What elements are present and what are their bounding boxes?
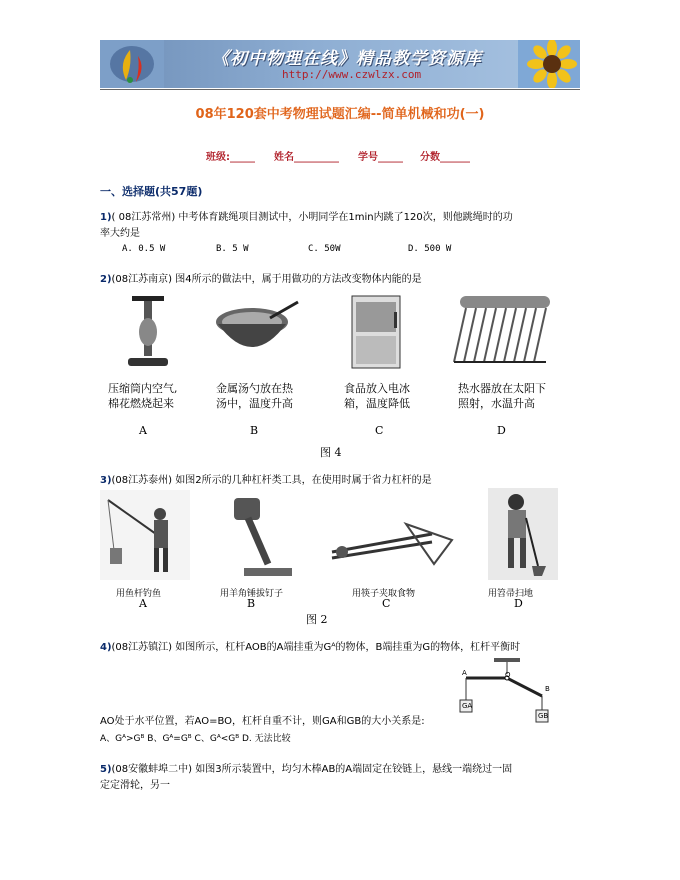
question-number: 1) <box>100 212 112 223</box>
header-banner <box>100 40 580 88</box>
q3-letter-b: B <box>247 597 256 610</box>
question-text: ( 08江苏常州) 中考体育跳绳项目测试中，小明同学在1min内跳了120次，则他跳绳时的功 <box>111 212 513 223</box>
q1-option-c: C. 50W <box>308 244 341 254</box>
question-text: (08安徽蚌埠二中) 如图3所示装置中，均匀木棒AB的A端固定在铰链上，悬线一端绕过一固 <box>111 764 513 775</box>
metal-spoon-soup-image <box>212 300 302 370</box>
q2-letter-c: C <box>375 424 384 437</box>
question-text-cont: 定定滑轮，另一 <box>100 780 170 791</box>
caption-line: 汤中，温度升高 <box>216 397 293 410</box>
fishing-rod-image <box>100 490 190 580</box>
q2-letter-d: D <box>497 424 506 437</box>
caption-line: 热水器放在太阳下 <box>458 382 546 395</box>
figure-2-label: 图 2 <box>306 613 328 626</box>
score-field: 分数______ <box>420 152 470 163</box>
q2-caption-d <box>458 381 546 411</box>
banner-url[interactable]: http://www.czwlzx.com <box>282 68 422 81</box>
lever-label-a: A <box>462 669 467 677</box>
q1-option-d: D. 500 W <box>408 244 452 254</box>
question-text-cont: 率大约是 <box>100 228 140 239</box>
q3-letter-d: D <box>514 597 523 610</box>
refrigerator-image <box>348 292 408 372</box>
q3-caption-d: 用笤帚扫地 <box>488 589 534 599</box>
q2-caption-b <box>216 381 293 411</box>
question-4 <box>100 640 520 656</box>
question-2 <box>100 272 422 288</box>
q3-letter-a: A <box>139 597 147 610</box>
name-field: 姓名_________ <box>274 152 339 163</box>
question-1 <box>100 210 513 242</box>
chopsticks-image <box>322 512 462 572</box>
q2-letter-a: A <box>139 424 147 437</box>
caption-line: 食品放入电冰 <box>344 382 410 395</box>
lever-label-ga: GA <box>462 702 473 710</box>
header-divider <box>100 89 580 90</box>
page-title: 08年120套中考物理试题汇编--简单机械和功(一) <box>195 107 485 122</box>
q2-letter-b: B <box>250 424 259 437</box>
sunflower-image <box>518 40 580 88</box>
claw-hammer-image <box>224 492 294 580</box>
student-number-field: 学号_____ <box>358 152 403 163</box>
lever-label-b: B <box>545 685 550 693</box>
q1-option-a: A. 0.5 W <box>122 244 166 254</box>
question-4-cont: AO处于水平位置，若AO=BO，杠杆自重不计，则GA和GB的大小关系是: <box>100 716 425 727</box>
lever-label-gb: GB <box>538 712 549 720</box>
section-heading: 一、选择题(共57题) <box>100 185 203 198</box>
q4-options: A、Gᴬ>Gᴮ B、Gᴬ=Gᴮ C、Gᴬ<Gᴮ D. 无法比较 <box>100 734 291 744</box>
logo <box>100 40 164 88</box>
solar-water-heater-image <box>450 292 555 367</box>
q3-caption-b: 用羊角锤拔钉子 <box>220 589 284 599</box>
caption-line: 照射，水温升高 <box>458 397 535 410</box>
question-number: 3) <box>100 475 112 486</box>
q2-caption-c <box>344 381 410 411</box>
q3-letter-c: C <box>382 597 391 610</box>
lever-label-o: O <box>505 671 511 679</box>
banner-title: 《初中物理在线》精品教学资源库 <box>212 49 482 69</box>
q2-caption-a <box>108 381 178 411</box>
question-3 <box>100 473 432 489</box>
class-field: 班级:_____ <box>206 152 255 163</box>
question-text: (08江苏南京) 图4所示的做法中，属于用做功的方法改变物体内能的是 <box>111 274 422 285</box>
question-text: (08江苏泰州) 如图2所示的几种杠杆类工具，在使用时属于省力杠杆的是 <box>111 475 432 486</box>
question-number: 4) <box>100 642 112 653</box>
question-number: 5) <box>100 764 112 775</box>
caption-line: 金属汤勺放在热 <box>216 382 293 395</box>
caption-line: 棉花燃烧起来 <box>108 397 174 410</box>
q3-caption-c: 用筷子夹取食物 <box>352 589 416 599</box>
q3-caption-a: 用鱼杆钓鱼 <box>116 589 162 599</box>
q1-option-b: B. 5 W <box>216 244 249 254</box>
question-text: (08江苏镇江) 如图所示，杠杆AOB的A端挂重为Gᴬ的物体，B端挂重为G的物体，杠杆平衡时 <box>111 642 521 653</box>
caption-line: 箱，温度降低 <box>344 397 410 410</box>
question-number: 2) <box>100 274 112 285</box>
question-5 <box>100 762 512 794</box>
figure-4-label: 图 4 <box>320 446 342 459</box>
air-pump-image <box>118 292 178 372</box>
caption-line: 压缩筒内空气, <box>108 382 178 395</box>
broom-sweeping-image <box>488 488 558 580</box>
